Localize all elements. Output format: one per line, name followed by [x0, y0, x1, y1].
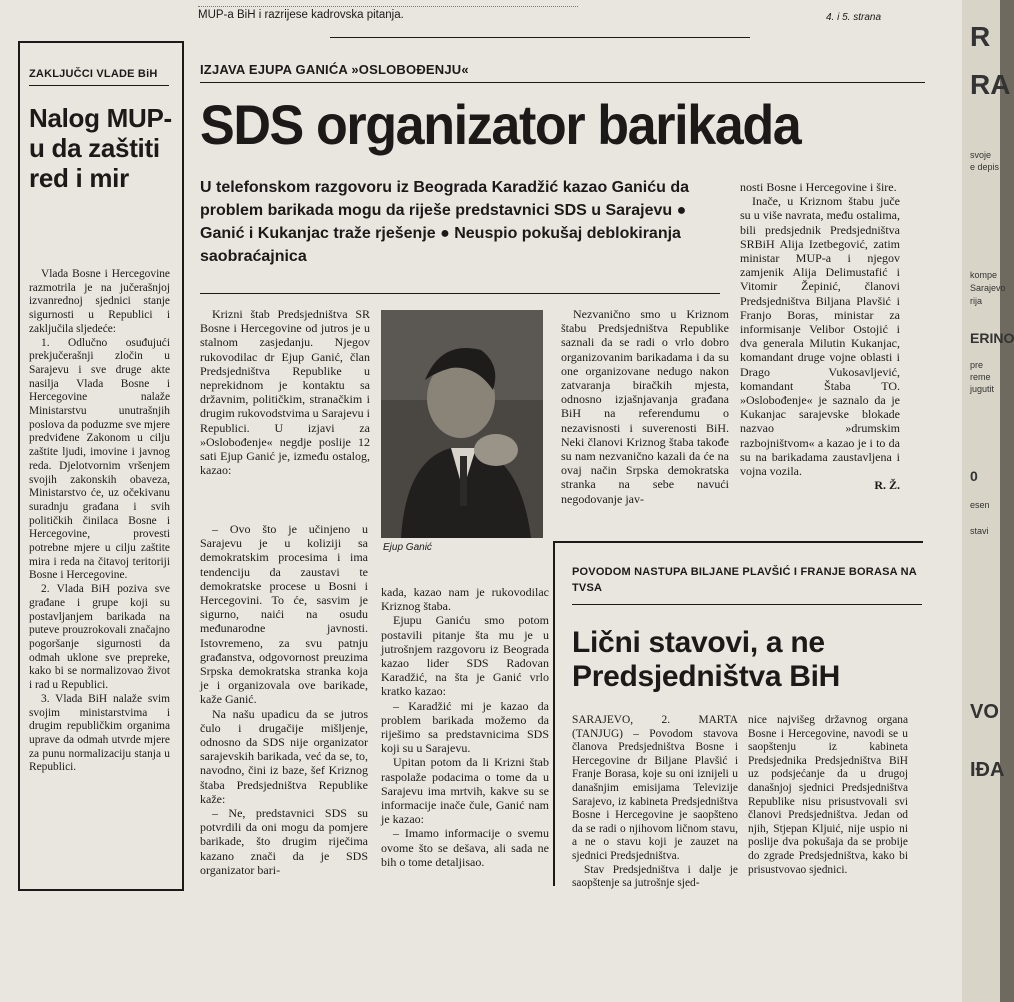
edge-text: stavi: [970, 526, 989, 536]
edge-text: e depis: [970, 162, 1000, 172]
edge-text: IĐA: [970, 759, 1005, 781]
deck-rule: [200, 293, 720, 294]
second-column-2: [748, 714, 908, 877]
ganic-photo: [381, 310, 543, 538]
main-paragraph: Ejupu Ganiću smo potom postavili pitanje šta mu je u jutrošnjem razgovoru iz Beograda kazao lider SDS Radovan Karadžić, na šta je Ganić vrlo kratko kazao:: [381, 613, 549, 699]
edge-text: ERINO: [970, 330, 1014, 346]
edge-text: Sarajevo: [970, 283, 1006, 293]
main-paragraph: Nezvanično smo u Kriznom štabu Predsjedništva Republike saznali da se radi o vrlo dobro organizovanim barikadama i da su one organizovane nedugo nakon zatvaranja biračkih mjesta, odnosno izjašnjavanja građana BiH na referendumu o nezavisnosti i suverenosti BiH. Neki članovi Kriznog štaba takođe su nam nezvanično kazali da će na ovaj način Srpska demokratska stranka na sebe navući negodovanje jav-: [561, 307, 729, 506]
second-kicker-rule: [572, 604, 922, 605]
edge-text: VO: [970, 701, 999, 723]
sidebar-paragraph: 3. Vlada BiH nalaže svim svojim ministarstvima i drugim republičkim organima uprave da odmah utvrde mjere za punu normalizaciju stanja u Republici.: [29, 692, 170, 774]
portrait-image: [381, 310, 543, 538]
edge-text: reme: [970, 372, 991, 382]
adjacent-page-edge: [962, 0, 1014, 1002]
edge-letter: R: [970, 21, 991, 52]
main-paragraph: Upitan potom da li Krizni štab raspolaže podacima o tome da u Sarajevu ima mrtvih, kakve su se informacije inače čule, Ganić nam je kazao:: [381, 755, 549, 827]
edge-text: jugutit: [970, 384, 995, 394]
main-column-4: [740, 180, 900, 492]
main-deck: U telefonskom razgovoru iz Beograda Karadžić kazao Ganiću da problem barikada mogu da riješe predstavnici SDS u Sarajevu ● Ganić i Kukanjac traže rješenje ● Neuspio pokušaj deblokiranja saobraćajnica: [200, 179, 690, 265]
top-rule: [330, 37, 750, 38]
main-paragraph: – Imamo informacije o svemu ovome što se dešava, ali sada ne bih o tome detaljisao.: [381, 826, 549, 869]
main-paragraph: Inače, u Kriznom štabu juče su u više navrata, među ostalima, bili predsjednik Predsjedništva SRBiH Alija Izetbegović, zatim ministar MUP-a i njegov zamjenik Alija Delimustafić i Vitomir Žepinić, članovi Predsjedništva Biljana Plavšić i Franjo Boras, ministar za informisanje Velibor Ostojić i dva generala Milutin Kukanjac, komandant druge vojne oblasti i Drago Vukosavljević, komandant Štaba TO. »Oslobođenje« je saznalo da je Kukanjac sarajevske blokade nazvao »drumskim razbojništvom« a kazao je i to da su na barikadama zaustavljena i vojna vozila.: [740, 194, 900, 479]
edge-text: rija: [970, 296, 983, 306]
second-story-top-rule: [553, 541, 923, 543]
sidebar-paragraph: 2. Vlada BiH poziva sve građane i grupe koji su postavljanjem barikada na puteve prouzrokovali značajno pogoršanje sigurnosti da odmah uklone sve prepreke, kako bi se normalizovao život i rad u Republici.: [29, 583, 170, 692]
page-number: 4. i 5. strana: [826, 12, 882, 23]
signature: R. Ž.: [874, 478, 900, 493]
main-paragraph: – Karadžić mi je kazao da problem barikada možemo da riješimo sa predstavnicima SDS koji su u Sarajevu.: [381, 698, 549, 756]
sidebar-paragraph: Vlada Bosne i Hercegovine razmotrila je na jučerašnjoj izvanrednoj sjednici stanje sigurnosti u Republici i zaključila sljedeće:: [29, 268, 170, 335]
main-column-1b: [200, 522, 368, 877]
second-paragraph: Stav Predsjedništva i dalje je saopštenje sa jutrošnje sjed-: [572, 863, 738, 890]
sidebar-box: [18, 41, 184, 891]
edge-letter: RA: [970, 69, 1011, 100]
main-paragraph: kada, kazao nam je rukovodilac Kriznog štaba.: [381, 585, 549, 614]
second-kicker: POVODOM NASTUPA BILJANE PLAVŠIĆ I FRANJE BORASA NA TVSA: [572, 566, 917, 594]
main-column-3: [561, 307, 729, 506]
main-kicker-rule: [200, 82, 925, 83]
main-paragraph: – Ovo što je učinjeno u Sarajevu je u koliziji sa demokratskim procesima i ima tendenciju da zaustavi te demokratske procese u Bosni i Hercegovini. To će, sasvim je sigurno, naići na osudu međunarodne javnosti. Istovremeno, za svu patnju građanstva, odgovornost preuzima Srpska demokratska stranka koja je i organizovala ove barikade, kaže Ganić.: [200, 522, 368, 707]
sidebar-body: [29, 268, 170, 775]
sidebar-headline: Nalog MUP-u da zaštiti red i mir: [29, 103, 172, 193]
main-column-2: [381, 585, 549, 869]
main-paragraph: – Ne, predstavnici SDS su potvrdili da oni mogu da pomjere barikade, što drugim riječima kazano znači da je SDS organizator bari-: [200, 806, 368, 877]
main-kicker: IZJAVA EJUPA GANIĆA »OSLOBOĐENJU«: [200, 62, 469, 77]
sidebar-kicker-rule: [29, 85, 169, 86]
edge-text: kompe: [970, 270, 998, 280]
edge-text: pre: [970, 360, 984, 370]
sidebar-paragraph: 1. Odlučno osuđujući prekjučerašnji zločin u Sarajevu i sve druge akte nasilja Vlada Bosne i Hercegovine nalaže Ministarstvu unutrašnjih poslova da poduzme sve mjere predviđene Zakonom u cilju zaštite ljudi, imovine i javnog reda. Djelotvornim vršenjem svojih zakonskih obaveza, Ministarstvo će, uz očekivanu suradnju građana i svih političkih činilaca Bosne i Hercegovine, provesti potrebne mjere u cilju zaštite mira i reda na čitavoj teritoriji Bosne i Hercegovine.: [29, 336, 170, 582]
main-paragraph: Na našu upadicu da se jutros čulo i drugačije mišljenje, odnosno da SDS nije organizator sarajevskih barikada, već da se, to, navodno, čini iz baze, šef Kriznog štaba Predsjedništva Republike kaže:: [200, 706, 368, 806]
edge-text: 0: [970, 468, 978, 484]
main-headline: SDS organizator barikada: [200, 93, 801, 156]
second-headline: Lični stavovi, a ne Predsjedništva BiH: [572, 626, 841, 693]
main-column-1: [200, 307, 370, 477]
main-paragraph: nosti Bosne i Hercegovine i šire.: [740, 180, 897, 194]
main-paragraph: Krizni štab Predsjedništva SR Bosne i Hercegovine od jutros je u stalnom zasjedanju. Njegov rukovodilac dr Ejup Ganić, član Predsjedništva Republike u neprekidnom je kontaktu sa državnim, političkim, stranačkim i drugim rukovodstvima u Sarajevu i Republici. U izjavi za »Oslobođenje« negdje poslije 12 sati Ejup Ganić je, između ostalog, kazao:: [200, 307, 370, 478]
second-paragraph: SARAJEVO, 2. MARTA (TANJUG) – Povodom stavova članova Predsjedništva Bosne i Hercegovine dr Biljane Plavšić i Franje Borasa, koje su oni iznijeli u današnjim emisijama Televizije Sarajevo, iz kabineta Predsjedništva Bosne i Hercegovine je saopšteno da se radi o njihovom ličnom stavu, a ne o stavu koji je zauzet na sjednici Predsjedništva.: [572, 714, 738, 862]
top-note: MUP-a BiH i razrijese kadrovska pitanja.: [198, 0, 578, 22]
second-paragraph: nice najvišeg državnog organa Bosne i Hercegovine, navodi se u saopštenju iz kabineta Predsjednika Predsjedništva BiH uz podsjećanje da u drugoj današnjoj sjednici Predsjedništva Republike nisu prisustvovali svi članovi Predsjedništva. Jedan od njih, Stjepan Kljuić, nije uspio ni poslije dva pokušaja da se probije do zgrade Predsjedništva, kako bi prisustvovao sjednici.: [748, 714, 908, 876]
sidebar-kicker: ZAKLJUČCI VLADE BiH: [29, 68, 158, 80]
second-column-1: [572, 714, 738, 891]
edge-text: esen: [970, 500, 990, 510]
photo-caption: Ejup Ganić: [383, 542, 432, 553]
edge-text: svoje: [970, 150, 992, 160]
second-story-left-rule: [553, 541, 555, 886]
